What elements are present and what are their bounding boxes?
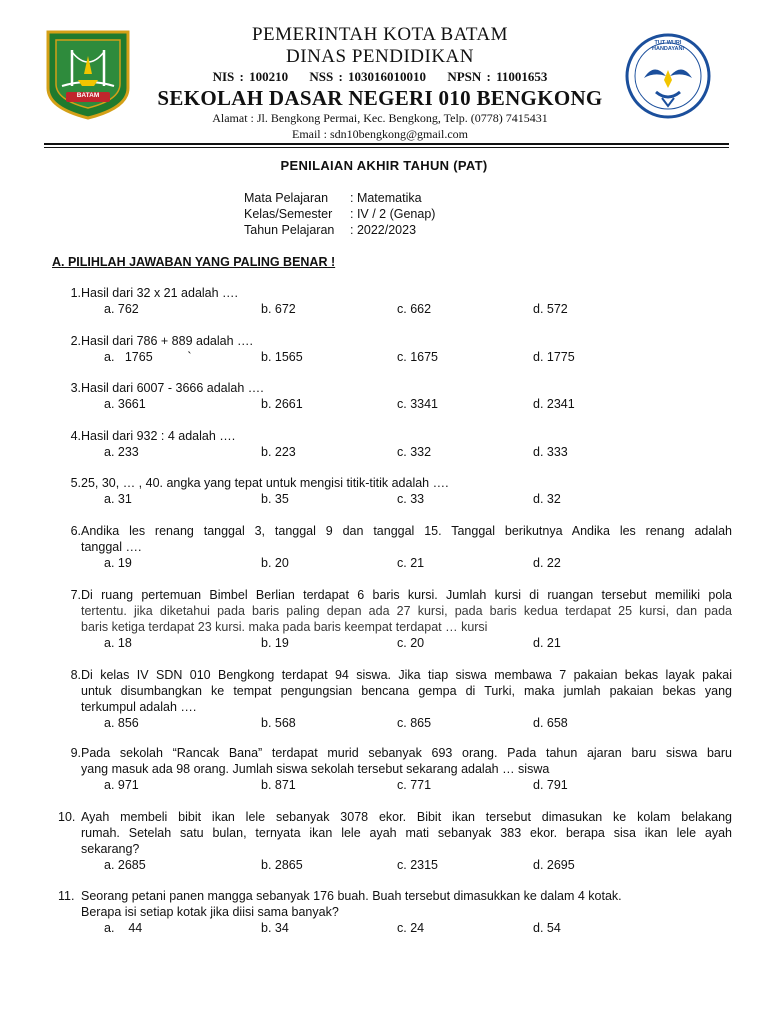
question-text: Pada sekolah “Rancak Bana” terdapat murid sebanyak 693 orang. Pada tahun ajaran baru siswa baru	[81, 746, 732, 760]
question-text: baris ketiga terdapat 23 kursi. maka pada baris keempat terdapat … kursi	[81, 620, 488, 634]
question-text: 25, 30, … , 40. angka yang tepat untuk mengisi titik-titik adalah ….	[81, 476, 449, 490]
info-label: Mata Pelajaran	[244, 191, 329, 205]
option-c: c. 2315	[397, 858, 439, 872]
question-text: tanggal ….	[81, 540, 142, 554]
option-a: a. 44	[104, 921, 143, 935]
option-c: c. 332	[397, 445, 432, 459]
option-b: b. 568	[261, 716, 296, 730]
question-text: rumah. Setelah satu bulan, ternyata ikan lele ayah mati sebanyak 383 ekor. berapa sisa ikan lele ayah	[81, 826, 732, 840]
question-text: yang masuk ada 98 orang. Jumlah siswa sekolah tersebut sekarang adalah … siswa	[81, 762, 550, 776]
question-6	[52, 523, 732, 571]
option-d: d. 658	[533, 716, 568, 730]
question-text: Di kelas IV SDN 010 Bengkong terdapat 94 siswa. Jika tiap siswa membawa 7 pakaian bekas layak pakai	[81, 668, 732, 682]
question-number: 6.	[70, 524, 81, 538]
info-label: Tahun Pelajaran	[244, 223, 335, 237]
option-a: a. 2685	[104, 858, 146, 872]
option-d: d. 21	[533, 636, 561, 650]
question-number: 5.	[70, 476, 81, 490]
exam-info-subject	[244, 190, 550, 206]
option-a: a. 856	[104, 716, 139, 730]
option-d: d. 1775	[533, 350, 575, 364]
section-a-heading: A. PILIHLAH JAWABAN YANG PALING BENAR !	[52, 255, 336, 269]
batam-city-emblem-icon	[44, 28, 132, 120]
question-text: Andika les renang tanggal 3, tanggal 9 dan tanggal 15. Tanggal berikutnya Andika les renang adalah	[81, 524, 732, 538]
option-c: c. 771	[397, 778, 432, 792]
option-a: a. 1765 `	[104, 350, 192, 364]
option-b: b. 34	[261, 921, 289, 935]
option-b: b. 2661	[261, 397, 303, 411]
question-number: 9.	[70, 746, 81, 760]
option-b: b. 223	[261, 445, 296, 459]
option-c: c. 21	[397, 556, 425, 570]
info-value: : 2022/2023	[350, 223, 417, 237]
option-b: b. 20	[261, 556, 289, 570]
option-c: c. 33	[397, 492, 425, 506]
question-text: Di ruang pertemuan Bimbel Berlian terdapat 6 baris kursi. Jumlah kursi di ruangan tersebut memiliki pola	[81, 588, 732, 602]
question-1	[52, 285, 732, 317]
government-name: PEMERINTAH KOTA BATAM	[251, 24, 509, 45]
option-d: d. 333	[533, 445, 568, 459]
option-b: b. 19	[261, 636, 289, 650]
question-number: 2.	[70, 334, 81, 348]
option-a: a. 233	[104, 445, 139, 459]
question-number: 8.	[70, 668, 81, 682]
letterhead-divider-thin	[44, 147, 729, 148]
npsn-number: NPSN : 11001653	[447, 69, 548, 84]
question-text: Hasil dari 786 + 889 adalah ….	[81, 334, 253, 348]
question-text: Ayah membeli bibit ikan lele sebanyak 3078 ekor. Bibit ikan tersebut dimasukan ke kolam belakang	[81, 810, 732, 824]
department-name: DINAS PENDIDIKAN	[286, 46, 474, 67]
question-number: 11.	[58, 889, 75, 903]
info-value: : Matematika	[350, 191, 422, 205]
question-3	[52, 380, 732, 412]
option-b: b. 2865	[261, 858, 303, 872]
option-c: c. 865	[397, 716, 432, 730]
option-b: b. 35	[261, 492, 289, 506]
question-number: 1.	[70, 286, 81, 300]
exam-title: PENILAIAN AKHIR TAHUN (PAT)	[280, 158, 488, 173]
option-c: c. 662	[397, 302, 432, 316]
question-10	[52, 809, 732, 873]
question-8	[52, 667, 732, 731]
option-d: d. 22	[533, 556, 561, 570]
question-text: Hasil dari 32 x 21 adalah ….	[81, 286, 239, 300]
question-9	[52, 745, 732, 793]
letterhead	[0, 0, 768, 150]
question-text: Seorang petani panen mangga sebanyak 176 buah. Buah tersebut dimasukkan ke dalam 4 kotak.	[81, 889, 622, 903]
exam-info-class	[244, 206, 550, 222]
option-c: c. 24	[397, 921, 425, 935]
option-d: d. 2695	[533, 858, 575, 872]
question-text: Hasil dari 6007 - 3666 adalah ….	[81, 381, 264, 395]
option-d: d. 2341	[533, 397, 575, 411]
option-a: a. 3661	[104, 397, 146, 411]
option-d: d. 32	[533, 492, 561, 506]
nss-number: NSS : 103016010010	[309, 69, 427, 84]
letterhead-divider	[44, 143, 729, 145]
question-number: 4.	[70, 429, 81, 443]
question-text: tertentu. jika diketahui pada baris paling depan ada 27 kursi, pada baris kedua terdapat 25 kursi, dan pada	[81, 604, 732, 618]
question-text: untuk disumbangkan ke tempat pengungsian bencana gempa di Turki, maka jumlah pakaian bekas yang	[81, 684, 732, 698]
exam-info-year	[244, 222, 550, 238]
tut-wuri-emblem-label: TUT WURI HANDAYANI	[652, 40, 684, 52]
school-identifiers	[130, 68, 630, 86]
option-c: c. 1675	[397, 350, 439, 364]
option-a: a. 19	[104, 556, 132, 570]
option-b: b. 871	[261, 778, 296, 792]
nis-number: NIS : 100210	[212, 69, 289, 84]
question-5	[52, 475, 732, 507]
question-text: sekarang?	[81, 842, 140, 856]
option-d: d. 54	[533, 921, 561, 935]
question-text: Berapa isi setiap kotak jika diisi sama banyak?	[81, 905, 339, 919]
question-number: 7.	[70, 588, 81, 602]
option-a: a. 31	[104, 492, 132, 506]
option-a: a. 762	[104, 302, 139, 316]
question-text: Hasil dari 932 : 4 adalah ….	[81, 429, 236, 443]
question-11	[52, 888, 732, 936]
school-address: Alamat : Jl. Bengkong Permai, Kec. Bengkong, Telp. (0778) 7415431	[212, 111, 548, 125]
question-4	[52, 428, 732, 460]
exam-info	[244, 190, 550, 238]
school-name: SEKOLAH DASAR NEGERI 010 BENGKONG	[157, 86, 603, 110]
option-c: c. 20	[397, 636, 425, 650]
option-a: a. 971	[104, 778, 139, 792]
option-d: d. 572	[533, 302, 568, 316]
question-number: 3.	[70, 381, 81, 395]
option-a: a. 18	[104, 636, 132, 650]
question-number: 10.	[58, 810, 76, 824]
option-b: b. 672	[261, 302, 296, 316]
question-7	[52, 587, 732, 651]
question-2	[52, 333, 732, 365]
question-text: terkumpul adalah ….	[81, 700, 197, 714]
info-value: : IV / 2 (Genap)	[350, 207, 436, 221]
batam-emblem-label: BATAM	[76, 92, 100, 99]
school-email: Email : sdn10bengkong@gmail.com	[291, 127, 469, 141]
option-c: c. 3341	[397, 397, 439, 411]
option-b: b. 1565	[261, 350, 303, 364]
option-d: d. 791	[533, 778, 568, 792]
info-label: Kelas/Semester	[244, 207, 333, 221]
